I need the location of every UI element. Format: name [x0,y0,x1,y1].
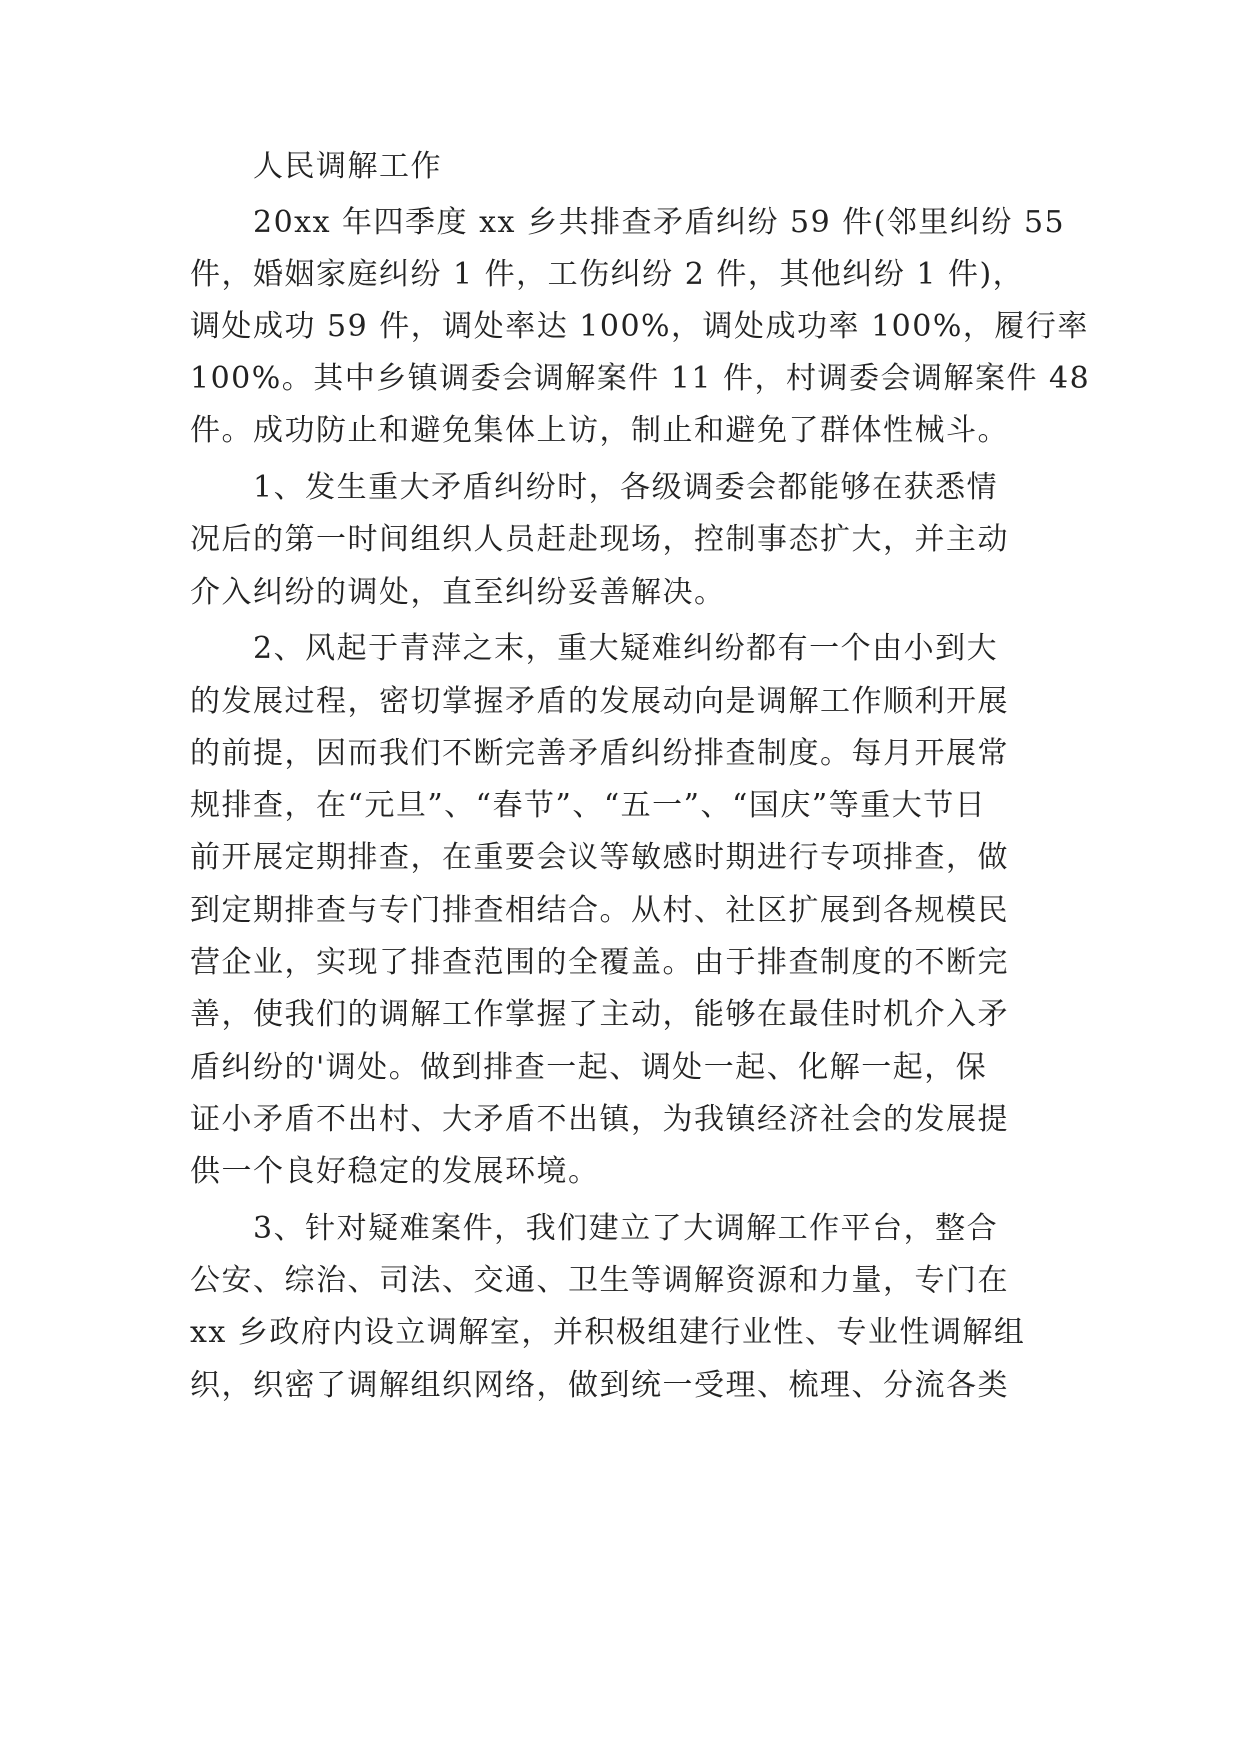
paragraph-line: 到定期排查与专门排查相结合。从村、社区扩展到各规模民 [190,893,1009,928]
paragraph-line: 前开展定期排查，在重要会议等敏感时期进行专项排查，做 [190,840,1009,875]
paragraph-line: xx 乡政府内设立调解室，并积极组建行业性、专业性调解组 [190,1315,1026,1350]
paragraph-line: 规排查，在“元旦”、“春节”、“五一”、“国庆”等重大节日 [190,788,987,823]
paragraph-line: 1、发生重大矛盾纠纷时，各级调委会都能够在获悉情 [253,470,999,505]
paragraph-line: 公安、综治、司法、交通、卫生等调解资源和力量，专门在 [190,1263,1009,1298]
paragraph-line: 况后的第一时间组织人员赶赴现场，控制事态扩大，并主动 [190,522,1009,557]
paragraph-line: 善，使我们的调解工作掌握了主动，能够在最佳时机介入矛 [190,997,1009,1032]
document-title: 人民调解工作 [253,149,442,184]
paragraph-line: 2、风起于青萍之末，重大疑难纠纷都有一个由小到大 [253,631,999,666]
paragraph-line: 营企业，实现了排查范围的全覆盖。由于排查制度的不断完 [190,945,1009,980]
paragraph-line: 的发展过程，密切掌握矛盾的发展动向是调解工作顺利开展 [190,684,1009,719]
paragraph-line: 调处成功 59 件，调处率达 100%，调处成功率 100%，履行率 [190,309,1089,344]
paragraph-line: 件，婚姻家庭纠纷 1 件，工伤纠纷 2 件，其他纠纷 1 件)， [190,257,1025,292]
paragraph-line: 件。成功防止和避免集体上访，制止和避免了群体性械斗。 [190,413,1009,448]
paragraph-line: 的前提，因而我们不断完善矛盾纠纷排查制度。每月开展常 [190,736,1009,771]
paragraph-line: 织，织密了调解组织网络，做到统一受理、梳理、分流各类 [190,1368,1009,1403]
paragraph-line: 3、针对疑难案件，我们建立了大调解工作平台，整合 [253,1211,999,1246]
paragraph-line: 20xx 年四季度 xx 乡共排查矛盾纠纷 59 件(邻里纠纷 55 [253,205,1066,240]
paragraph-line: 介入纠纷的调处，直至纠纷妥善解决。 [190,575,726,610]
paragraph-line: 证小矛盾不出村、大矛盾不出镇，为我镇经济社会的发展提 [190,1102,1009,1137]
paragraph-line: 供一个良好稳定的发展环境。 [190,1154,600,1189]
paragraph-line: 盾纠纷的'调处。做到排查一起、调处一起、化解一起，保 [190,1050,988,1085]
paragraph-line: 100%。其中乡镇调委会调解案件 11 件，村调委会调解案件 48 [190,361,1091,396]
